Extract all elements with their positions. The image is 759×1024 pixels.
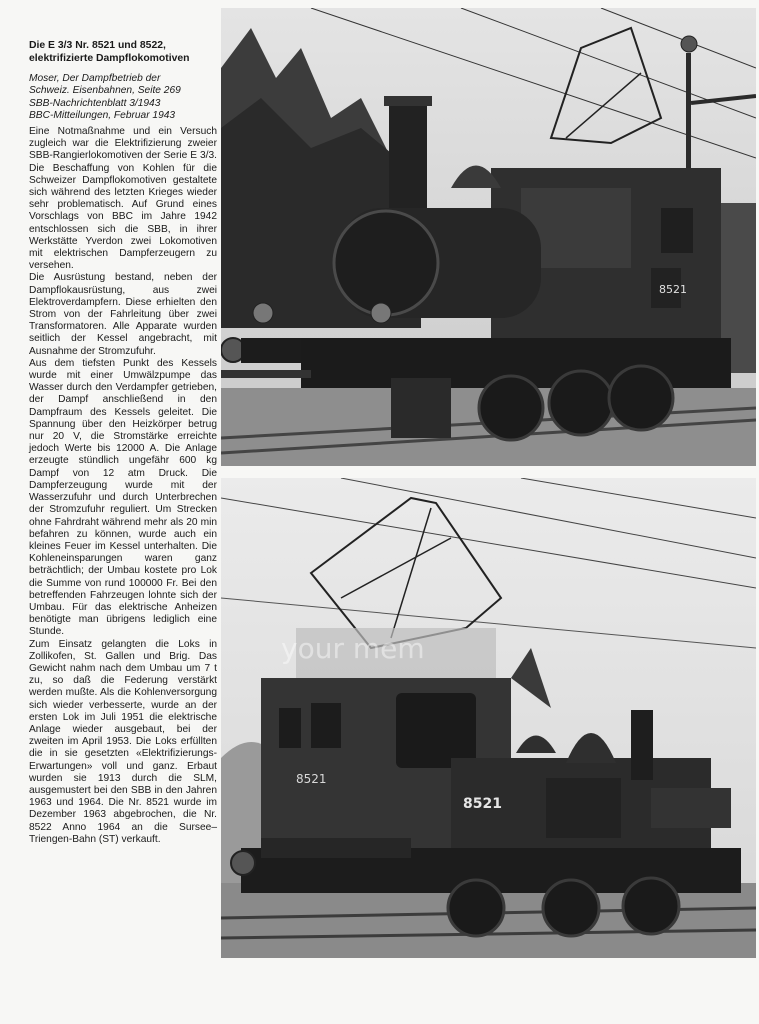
article-title: Die E 3/3 Nr. 8521 und 8522, elektrifizierte Dampflokomotiven (29, 40, 190, 64)
paragraph: Die Ausrüstung bestand, neben der Dampflokausrüstung, aus zwei Elektroverdampfern. Diese erhielten den Strom von der Fahrleitung über zwei Transformatoren. Alle Apparate wurden seitlich der Kessel angebracht, mit Ausnahme der Stromzufuhr. (29, 272, 217, 357)
side-number: 8521 (463, 796, 502, 812)
paragraph: Aus dem tiefsten Punkt des Kessels wurde mit einer Umwälzpumpe das Wasser durch den Verdampfer getrieben, der Dampf anschließend in den Dampfraum des Kessels geleitet. Die Spannung über den Heizkörper betrug nur 20 V, die Stromstärke erreichte jedoch Werte bis 12000 A. Die Anlage erzeugte stündlich ungefähr 600 kg Dampf von 12 atm Druck. Die Dampferzeugung wurde mit der Wasserzufuhr und durch Unterbrechen der Stromzufuhr reguliert. Um Strecken ohne Fahrdraht während mehr als 20 min befahren zu können, wurde auch ein kleines Feuer im Kessel unterhalten. Die Kohleneinsparungen waren ganz beträchtlich; der Umbau kostete pro Lok die Summe von rund 100000 Fr. Bei den betreffenden Fahrzeugen lohnte sich der Umbau. Für das elektrische Anheizen benötigte man übrigens lediglich eine Stunde. (29, 357, 217, 638)
photo-locomotive-side-view (221, 478, 756, 958)
source-line: Moser, Der Dampfbetrieb der (29, 73, 161, 85)
paragraph: Zum Einsatz gelangten die Loks in Zollikofen, St. Gallen und Brig. Das Gewicht nahm nach dem Umbau um 7 t zu, so daß die Federung verstärkt werden mußte. Als die Kohlenversorgung sich wieder verbesserte, wurde an der ersten Lok im Juli 1951 die elektrische Anlage wieder ausgebaut, bei der zweiten im April 1953. Die Loks erfüllten die in sie gesetzten «Elektrifizierungs-Erwartungen» voll und ganz. Erbaut wurden sie 1913 durch die SLM, ausgemustert bei den SBB in den Jahren 1963 und 1964. Die Nr. 8521 wurde im Dezember 1963 abgebrochen, die Nr. 8522 Anno 1964 an die Sursee–Triengen-Bahn (ST) verkauft. (29, 638, 217, 845)
cab-number: 8521 (296, 772, 327, 786)
source-list (29, 73, 217, 122)
photo-locomotive-front-view (221, 8, 756, 466)
source-line: SBB-Nachrichtenblatt 3/1943 (29, 97, 161, 109)
watermark: your mem (281, 632, 425, 665)
article-body (29, 126, 217, 846)
text-column (29, 40, 217, 846)
source-line: BBC-Mitteilungen, Februar 1943 (29, 109, 176, 121)
paragraph: Eine Notmaßnahme und ein Versuch zugleich war die Elektrifizierung zweier SBB-Rangierlokomotiven der Serie E 3/3. Die Beschaffung von Kohlen für die Schweizer Dampflokomotiven gestaltete sich während des letzten Krieges wieder sehr problematisch. Auf Grund eines Vorschlags von BBC im Jahre 1942 entschlossen sich die SBB, in ihrer Werkstätte Yverdon zwei Lokomotiven mit elektrischen Dampferzeugern zu versehen. (29, 126, 217, 272)
number-plate: 8521 (659, 283, 687, 296)
source-line: Schweiz. Eisenbahnen, Seite 269 (29, 85, 181, 97)
